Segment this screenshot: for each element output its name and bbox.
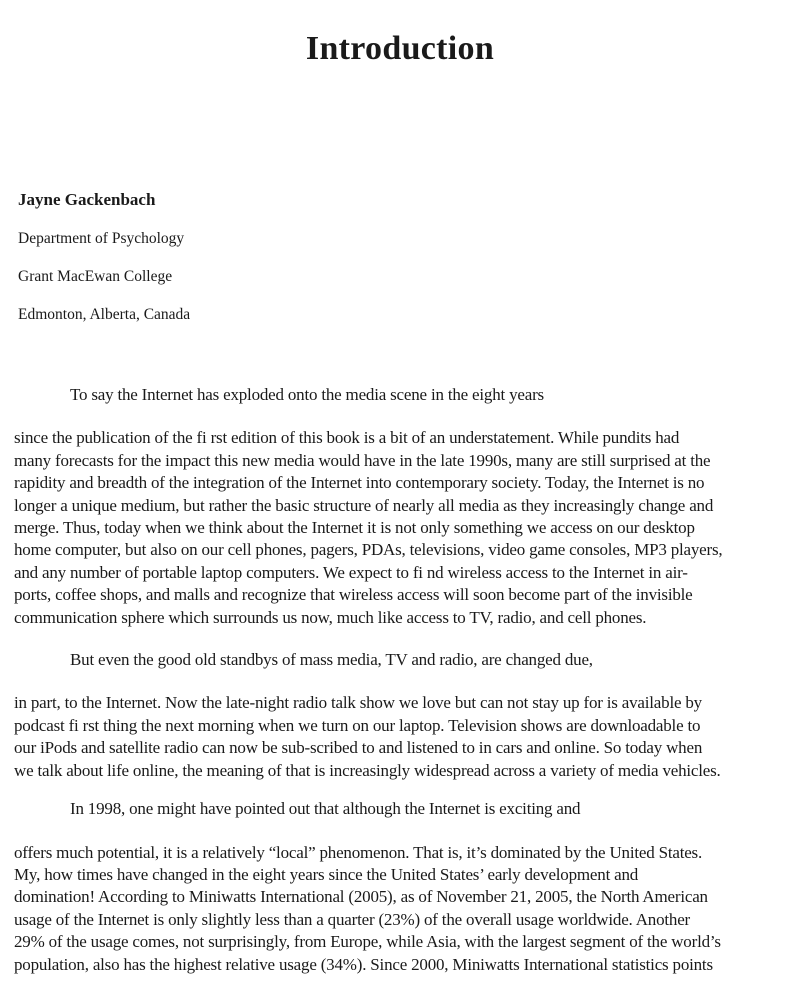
text-line: communication sphere which surrounds us now, much like access to TV, radio, and cell phones. [14, 607, 647, 627]
text-line: rapidity and breadth of the integration of the Internet into contemporary society. Today, the Internet is no [14, 473, 705, 493]
paragraph-1 [14, 427, 786, 629]
text-line: 29% of the usage comes, not surprisingly, from Europe, while Asia, with the largest segment of the world’s [14, 932, 721, 952]
text-line: My, how times have changed in the eight years since the United States’ early development and [14, 864, 639, 884]
paragraph-lead-3: In 1998, one might have pointed out that although the Internet is exciting and [70, 799, 581, 819]
text-line: in part, to the Internet. Now the late-night radio talk show we love but can not stay up for is available by [14, 693, 702, 713]
text-line: since the publication of the fi rst edition of this book is a bit of an understatement. While pundits had [14, 428, 680, 448]
paragraph-lead-2: But even the good old standbys of mass media, TV and radio, are changed due, [70, 650, 593, 670]
author-block [14, 190, 786, 324]
author-affiliation-department: Department of Psychology [18, 230, 185, 247]
text-line: we talk about life online, the meaning of that is increasingly widespread across a variety of media vehicles. [14, 760, 721, 780]
paragraph-2 [14, 692, 786, 782]
text-line: longer a unique medium, but rather the basic structure of nearly all media as they increasingly change and [14, 495, 714, 515]
text-line: podcast fi rst thing the next morning when we turn on our laptop. Television shows are downloadable to [14, 715, 701, 735]
text-line: many forecasts for the impact this new media would have in the late 1990s, many are still surprised at the [14, 450, 711, 470]
author-name: Jayne Gackenbach [18, 190, 156, 209]
text-line: ports, coffee shops, and malls and recognize that wireless access will soon become part of the invisible [14, 585, 693, 605]
page-title: Introduction [305, 30, 495, 67]
text-line: merge. Thus, today when we think about the Internet it is not only something we access on our desktop [14, 518, 695, 538]
paragraph-3 [14, 842, 786, 976]
author-affiliation-college: Grant MacEwan College [18, 268, 173, 285]
text-line: offers much potential, it is a relatively “local” phenomenon. That is, it’s dominated by the United States. [14, 842, 703, 862]
paragraph-lead-1: To say the Internet has exploded onto the media scene in the eight years [70, 385, 544, 404]
text-line: our iPods and satellite radio can now be sub-scribed to and listened to in cars and online. So today when [14, 738, 703, 758]
text-line: domination! According to Miniwatts International (2005), as of November 21, 2005, the North American [14, 887, 708, 907]
author-affiliation-location: Edmonton, Alberta, Canada [18, 306, 191, 323]
text-line: population, also has the highest relative usage (34%). Since 2000, Miniwatts International statistics points [14, 954, 713, 974]
text-line: home computer, but also on our cell phones, pagers, PDAs, televisions, video game consoles, MP3 players, [14, 540, 723, 560]
text-line: and any number of portable laptop computers. We expect to fi nd wireless access to the Internet in air- [14, 562, 688, 582]
text-line: usage of the Internet is only slightly less than a quarter (23%) of the overall usage worldwide. Another [14, 909, 691, 929]
